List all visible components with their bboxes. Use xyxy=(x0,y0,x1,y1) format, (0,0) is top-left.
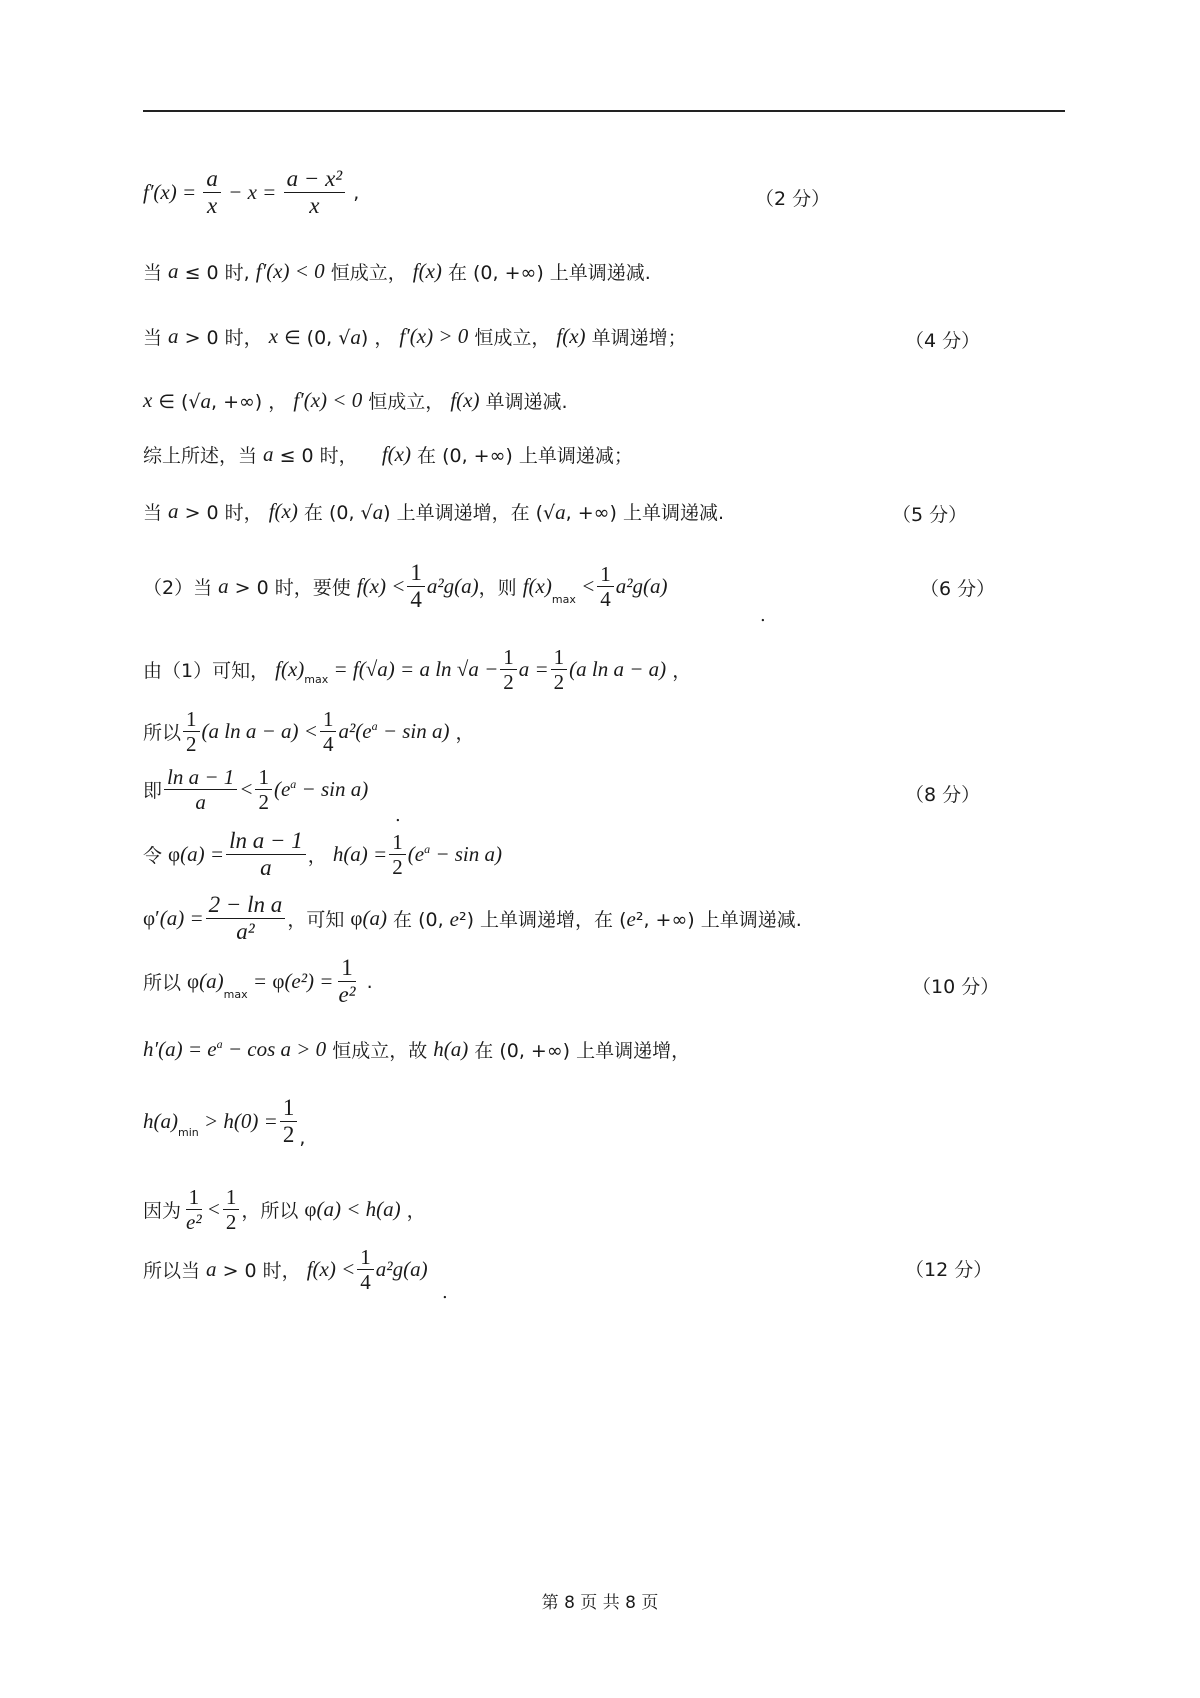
formula-line-1: f′(x) = $\frac{a}{x}$ − x = $\frac{\text{a − x²}}{x}$ , xyxy=(143,166,360,219)
score-2: （2 分） xyxy=(755,188,831,210)
score-12: （12 分） xyxy=(905,1259,993,1281)
formula-line-11: 令 φ (a) = $\frac{\text{ln a − 1}}{a}$ ， h(a) = $\frac{1}{2}$ $(e^a - \sin a)$ xyxy=(143,828,502,881)
score-4: （4 分） xyxy=(905,330,981,352)
formula-line-4: x ∈ (√a, +∞) ， f′(x) < 0 恒成立， f(x) 单调递减. xyxy=(143,388,568,413)
score-6: （6 分） xyxy=(920,578,996,600)
formula-line-10: 即 $\frac{\text{ln a − 1}}{a}$ < $\frac{1}{2}$ $(e^a - \sin a)$ xyxy=(143,765,369,815)
stray-dot: . xyxy=(760,605,766,626)
formula-line-6: 当 a > 0 时， f(x) 在 (0, √a) 上单调递增，在 (√a, +∞) 上单调递减. xyxy=(143,499,724,524)
formula-line-9: 所以 $\frac{1}{2}$ (a ln a − a) < $\frac{1}{4}$ $a^2(e^a - \sin a)$ ， xyxy=(143,707,475,757)
stray-dot-2: . xyxy=(395,805,401,826)
formula-line-17: 所以当 a > 0 时， f(x) < $\frac{1}{4}$ a²g(a) xyxy=(143,1245,428,1295)
line-text-1 xyxy=(0,0,1,1)
score-8: （8 分） xyxy=(905,784,981,806)
formula-line-3: 当 a > 0 时， x ∈ (0, √a) ， f′(x) > 0 恒成立， f(x) 单调递增； xyxy=(143,324,687,349)
formula-line-12: φ′ (a) = $\frac{\text{2 − ln a}}{\text{a²}}$ ，可知 φ (a) 在 (0, e²) 上单调递增，在 (e², +∞) 上单调递减. xyxy=(143,892,802,945)
formula-line-14: $h'(a) = e^a - \cos a > 0$ 恒成立，故 h(a) 在 (0, +∞) 上单调递增， xyxy=(143,1037,691,1062)
formula-line-13: 所以 φ (a) max = φ (e²) = $\frac{1}{\text{e²}}$ . xyxy=(143,955,373,1008)
header-rule xyxy=(143,110,1065,112)
formula-line-2: 当 a ≤ 0 时, f′(x) < 0 恒成立， f(x) 在 (0, +∞) 上单调递减. xyxy=(143,259,651,284)
formula-line-5: 综上所述，当 a ≤ 0 时， f(x) 在 (0, +∞) 上单调递减； xyxy=(143,442,633,467)
formula-line-16: 因为 $\frac{1}{\text{e²}}$ < $\frac{1}{2}$ ，所以 φ (a) < h(a) ， xyxy=(143,1185,426,1235)
formula-line-8: 由（1）可知， f(x) max = f(√a) = a ln √a − $\frac{1}{2}$ a = $\frac{1}{2}$ (a ln a − a) ， xyxy=(143,645,692,695)
formula-line-7: （2）当 a > 0 时，要使 f(x) < $\frac{1}{4}$ a²g(a) ，则 f(x) max < $\frac{1}{4}$ a²g(a) xyxy=(143,560,668,613)
page-footer: 第 8 页 共 8 页 xyxy=(541,1593,659,1613)
stray-dot-3: . xyxy=(442,1282,448,1303)
formula-line-15: h(a) min > h(0) = $\frac{1}{2}$ , xyxy=(143,1095,306,1149)
score-10: （10 分） xyxy=(912,976,1000,998)
score-5: （5 分） xyxy=(892,504,968,526)
